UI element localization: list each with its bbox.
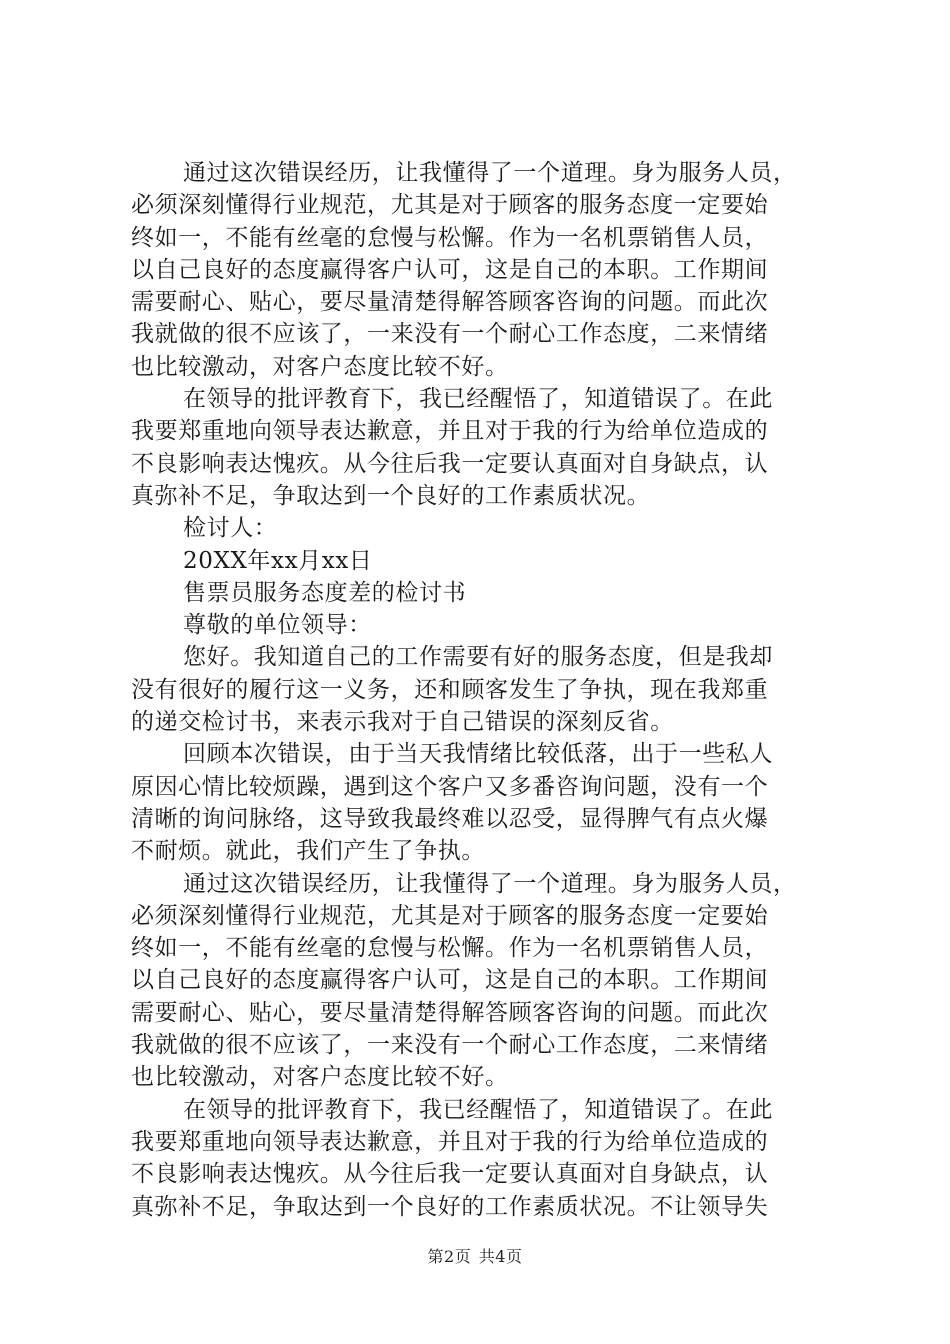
text-line: 也比较激动，对客户态度比较不好。 <box>131 1064 509 1091</box>
page-total: 共4页 <box>478 1247 523 1266</box>
text-line: 您好。我知道自己的工作需要有好的服务态度，但是我却 <box>183 644 773 671</box>
text-line: 我要郑重地向领导表达歉意，并且对于我的行为给单位造成的 <box>131 418 769 445</box>
text-line: 终如一，不能有丝毫的怠慢与松懈。作为一名机票销售人员， <box>131 935 769 962</box>
page-number: 第2页 <box>427 1247 472 1266</box>
text-line: 我就做的很不应该了，一来没有一个耐心工作态度，二来情绪 <box>131 1032 769 1059</box>
text-line: 的递交检讨书，来表示我对于自己错误的深刻反省。 <box>131 709 674 736</box>
text-line: 需要耐心、贴心，要尽量清楚得解答顾客咨询的问题。而此次 <box>131 289 769 316</box>
text-line: 清晰的询问脉络，这导致我最终难以忍受，显得脾气有点火爆 <box>131 805 769 832</box>
text-line: 也比较激动，对客户态度比较不好。 <box>131 353 509 380</box>
text-line: 不良影响表达愧疚。从今往后我一定要认真面对自身缺点，认 <box>131 450 769 477</box>
text-line: 没有很好的履行这一义务，还和顾客发生了争执，现在我郑重 <box>131 676 769 703</box>
text-line: 不耐烦。就此，我们产生了争执。 <box>131 838 485 865</box>
text-line: 以自己良好的态度赢得客户认可，这是自己的本职。工作期间 <box>131 967 769 994</box>
text-line: 回顾本次错误，由于当天我情绪比较低落，出于一些私人 <box>183 741 773 768</box>
text-line: 需要耐心、贴心，要尽量清楚得解答顾客咨询的问题。而此次 <box>131 999 769 1026</box>
text-line: 原因心情比较烦躁，遇到这个客户又多番咨询问题，没有一个 <box>131 773 769 800</box>
text-line: 在领导的批评教育下，我已经醒悟了，知道错误了。在此 <box>183 1096 773 1123</box>
text-line: 20XX年xx月xx日 <box>183 547 373 574</box>
text-line: 必须深刻懂得行业规范，尤其是对于顾客的服务态度一定要始 <box>131 902 769 929</box>
text-line: 终如一，不能有丝毫的怠慢与松懈。作为一名机票销售人员， <box>131 224 769 251</box>
text-line: 检讨人： <box>183 515 278 542</box>
text-line: 尊敬的单位领导： <box>183 612 372 639</box>
text-line: 售票员服务态度差的检讨书 <box>183 579 467 606</box>
text-line: 真弥补不足，争取达到一个良好的工作素质状况。 <box>131 482 651 509</box>
text-line: 必须深刻懂得行业规范，尤其是对于顾客的服务态度一定要始 <box>131 192 769 219</box>
text-line: 在领导的批评教育下，我已经醒悟了，知道错误了。在此 <box>183 386 773 413</box>
text-line: 我要郑重地向领导表达歉意，并且对于我的行为给单位造成的 <box>131 1128 769 1155</box>
document-body <box>131 157 831 1223</box>
text-line: 我就做的很不应该了，一来没有一个耐心工作态度，二来情绪 <box>131 321 769 348</box>
text-line: 真弥补不足，争取达到一个良好的工作素质状况。不让领导失 <box>131 1193 769 1220</box>
page-footer <box>0 1244 950 1267</box>
text-line: 通过这次错误经历，让我懂得了一个道理。身为服务人员， <box>183 870 797 897</box>
text-line: 不良影响表达愧疚。从今往后我一定要认真面对自身缺点，认 <box>131 1161 769 1188</box>
text-line: 以自己良好的态度赢得客户认可，这是自己的本职。工作期间 <box>131 256 769 283</box>
text-line: 通过这次错误经历，让我懂得了一个道理。身为服务人员， <box>183 160 797 186</box>
